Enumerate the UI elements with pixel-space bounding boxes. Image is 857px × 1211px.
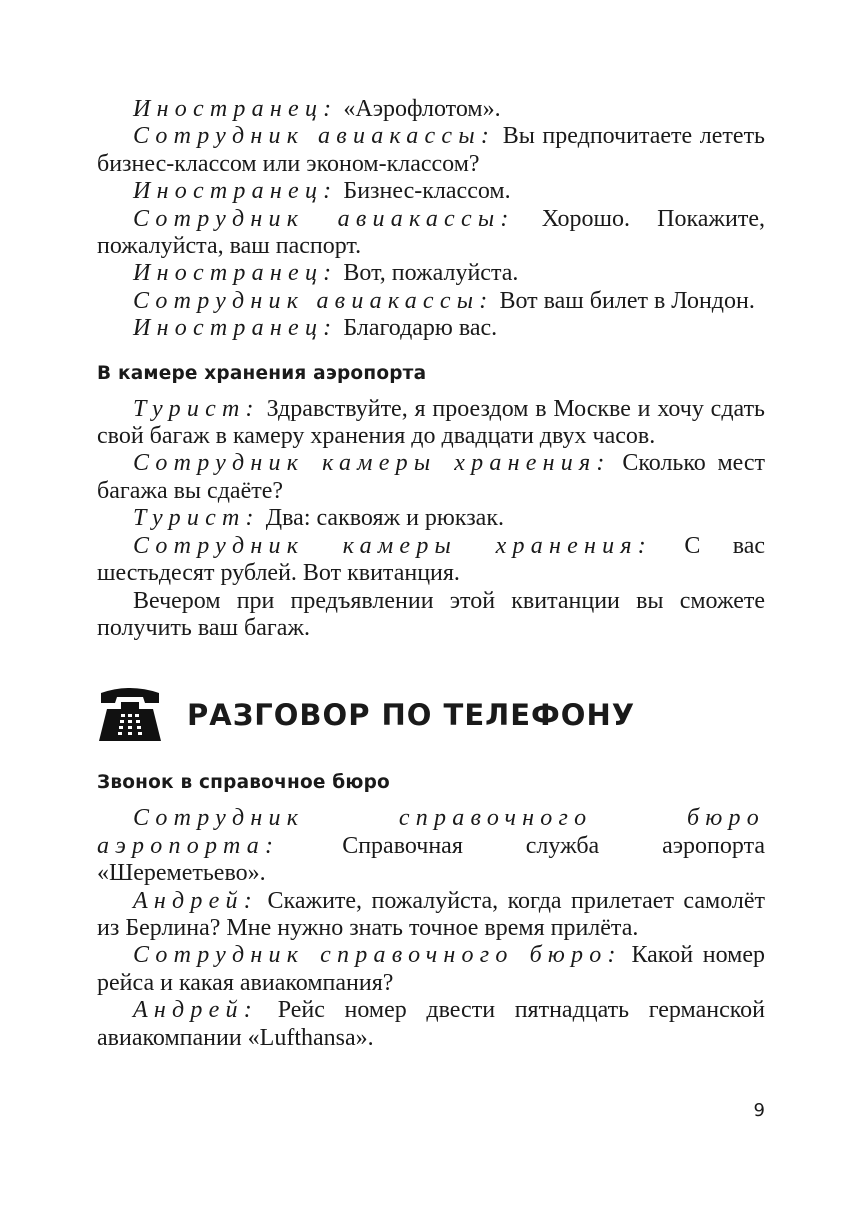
section-heading-luggage-storage: В камере хранения аэропорта: [97, 362, 427, 384]
speaker-label: Иностранец:: [133, 315, 338, 342]
utterance: Сколько мест багажа вы сдаёте?: [97, 450, 766, 504]
utterance: Вот ваш билет в Лондон.: [499, 287, 755, 314]
speaker-label: Турист:: [133, 395, 260, 422]
dialog-line: [97, 396, 765, 451]
speaker-label: Сотрудник камеры хранения:: [133, 450, 611, 477]
utterance: Вечером при предъявлении этой квитанции вы сможете получить ваш багаж.: [97, 587, 765, 641]
utterance: С вас шестьдесят рублей. Вот квитанция.: [97, 532, 766, 587]
dialog-line: [97, 533, 765, 588]
utterance: Здравствуйте, я проездом в Москве и хочу сдать свой багаж в камеру хранения до двадцати двух часов.: [97, 395, 766, 450]
page-number: 9: [753, 1100, 765, 1121]
dialog-line: [97, 588, 765, 643]
dialog-line: [97, 942, 765, 997]
speaker-label: Турист:: [133, 505, 260, 532]
dialog-intro: [97, 96, 765, 343]
speaker-label: Андрей:: [133, 887, 259, 914]
utterance: Хорошо. Покажите, пожалуйста, ваш паспорт.: [97, 205, 765, 260]
utterance: Бизнес-классом.: [343, 178, 511, 205]
chapter-title: РАЗГОВОР ПО ТЕЛЕФОНУ: [187, 698, 636, 733]
speaker-label: Сотрудник справочного бюро аэропорта:: [97, 805, 765, 859]
speaker-label: Иностранец:: [133, 96, 338, 122]
utterance: Благодарю вас.: [343, 315, 498, 342]
speaker-label: Андрей:: [133, 997, 259, 1024]
dialog-luggage-storage: [97, 396, 765, 643]
dialog-line: [97, 997, 765, 1052]
speaker-label: Иностранец:: [133, 260, 338, 287]
section-heading-info-desk-call: Звонок в справочное бюро: [97, 772, 390, 794]
dialog-line: [97, 450, 765, 505]
speaker-label: Иностранец:: [133, 178, 338, 205]
dialog-line: [97, 123, 765, 178]
speaker-label: Сотрудник камеры хранения:: [133, 532, 653, 559]
utterance: Два: саквояж и рюкзак.: [265, 505, 504, 532]
utterance: «Аэрофлотом».: [343, 96, 501, 122]
utterance: Справочная служба аэропорта «Шереметьево».: [97, 832, 766, 887]
utterance: Рейс номер двести пятнадцать германской авиакомпании «Lufthansa».: [97, 997, 766, 1051]
speaker-label: Сотрудник справочного бюро:: [133, 942, 622, 969]
dialog-line: [97, 206, 765, 261]
speaker-label: Сотрудник авиакассы:: [133, 287, 494, 314]
chapter-header: [97, 686, 765, 744]
dialog-line: [97, 805, 765, 887]
dialog-line: [97, 315, 765, 342]
dialog-line: [97, 260, 765, 287]
utterance: Скажите, пожалуйста, когда прилетает самолёт из Берлина? Мне нужно знать точное время прилёта.: [97, 887, 765, 941]
book-page: [97, 96, 765, 1052]
dialog-line: [97, 505, 765, 532]
speaker-label: Сотрудник авиакассы:: [133, 123, 496, 150]
dialog-line: [97, 96, 765, 123]
utterance: Вы предпочитаете лететь бизнес-классом или эконом-классом?: [97, 123, 766, 177]
dialog-line: [97, 178, 765, 205]
utterance: Вот, пожалуйста.: [343, 260, 519, 287]
telephone-icon: [97, 687, 163, 743]
dialog-line: [97, 888, 765, 943]
utterance: Какой номер рейса и какая авиакомпания?: [97, 942, 766, 996]
dialog-info-desk-call: [97, 805, 765, 1052]
speaker-label: Сотрудник авиакассы:: [133, 205, 515, 232]
dialog-line: [97, 288, 765, 315]
